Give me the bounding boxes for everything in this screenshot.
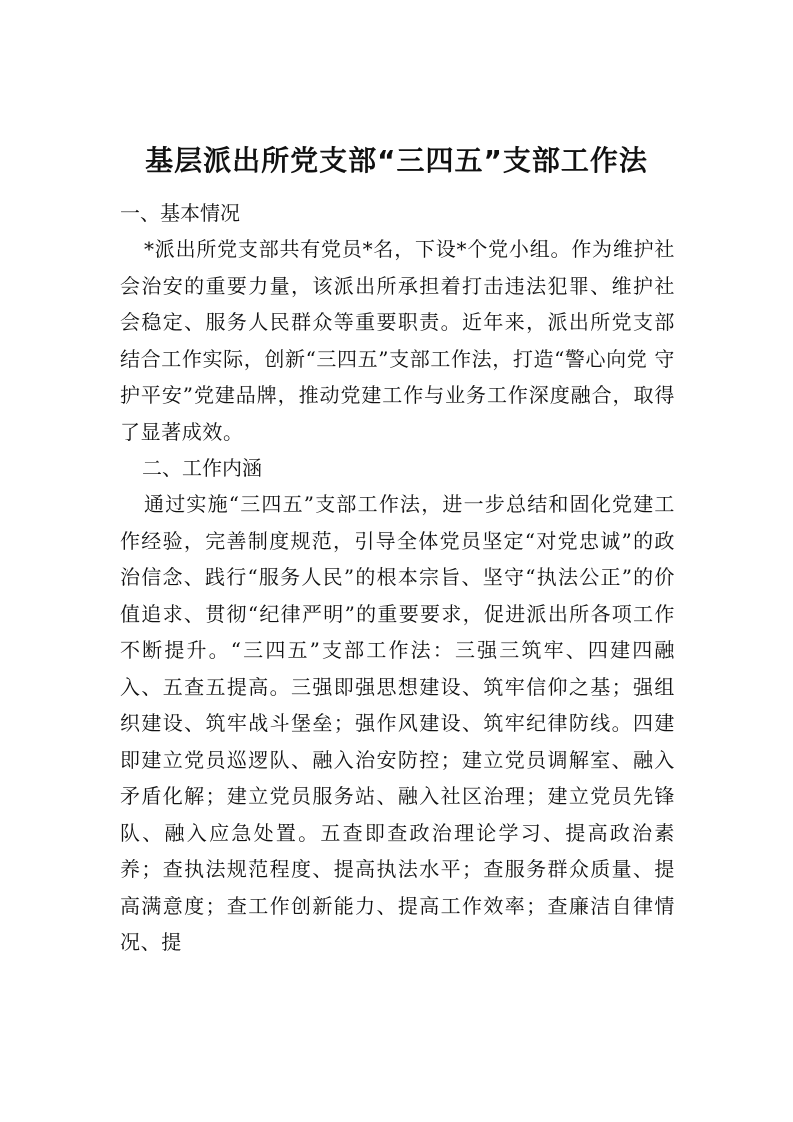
section-paragraph-basic-info: *派出所党支部共有党员*名，下设*个党小组。作为维护社会治安的重要力量，该派出所承担着打击违法犯罪、维护社会稳定、服务人民群众等重要职责。近年来，派出所党支部结合工作实际，创新“三四五”支部工作法，打造“警心向党 守护平安”党建品牌，推动党建工作与业务工作深度融合，取得了显著成效。 [120,237,675,444]
section-heading-work-connotation: 二、工作内涵 [142,456,262,480]
section-heading-basic-info: 一、基本情况 [120,201,240,225]
document-title: 基层派出所党支部“三四五”支部工作法 [145,143,648,177]
document-body [120,195,675,961]
section-paragraph-work-connotation: 通过实施“三四五”支部工作法，进一步总结和固化党建工作经验，完善制度规范，引导全体党员坚定“对党忠诚”的政治信念、践行“服务人民”的根本宗旨、坚守“执法公正”的价值追求、贯彻“纪律严明”的重要要求，促进派出所各项工作不断提升。“三四五”支部工作法：三强三筑牢、四建四融入、五查五提高。三强即强思想建设、筑牢信仰之基；强组织建设、筑牢战斗堡垒；强作风建设、筑牢纪律防线。四建即建立党员巡逻队、融入治安防控；建立党员调解室、融入矛盾化解；建立党员服务站、融入社区治理；建立党员先锋队、融入应急处置。五查即查政治理论学习、提高政治素养；查执法规范程度、提高执法水平；查服务群众质量、提高满意度；查工作创新能力、提高工作效率；查廉洁自律情况、提 [120,492,675,954]
